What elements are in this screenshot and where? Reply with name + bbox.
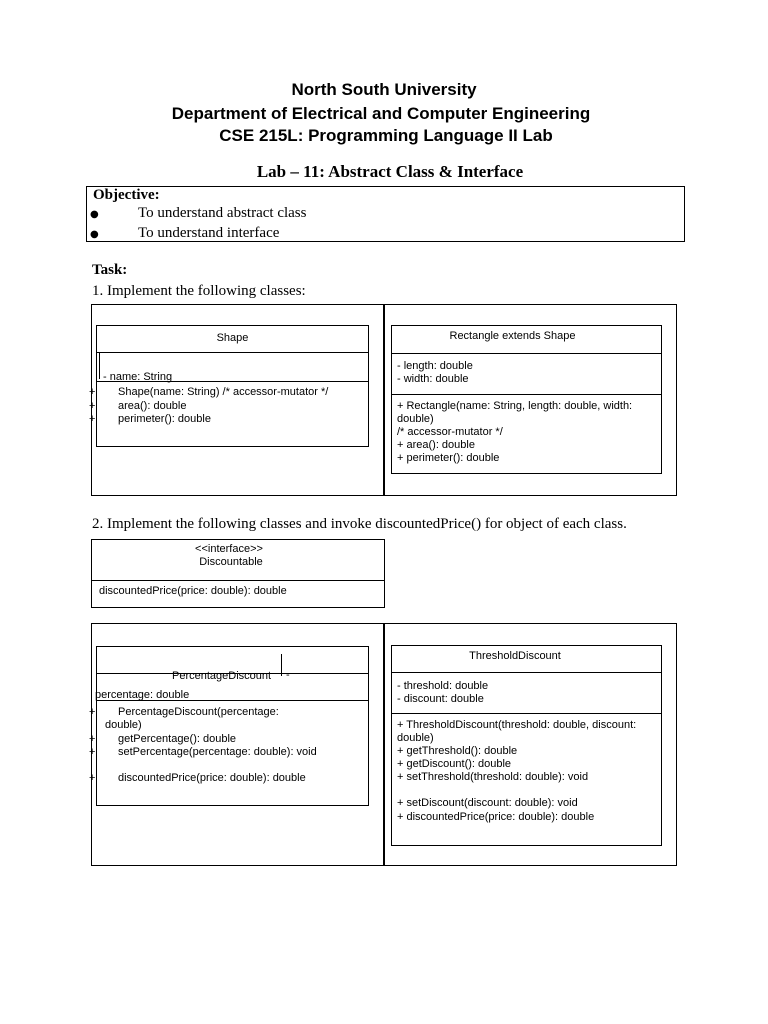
threshold-discount-name: ThresholdDiscount [469,650,561,662]
university-title: North South University [291,80,477,99]
threshold-attribute: - threshold: double [397,680,489,692]
plus-sign: + [89,746,96,758]
percentage-attribute: percentage: double [95,689,190,701]
percentage-method: getPercentage(): double [118,733,237,745]
discountable-method: discountedPrice(price: double): double [99,585,287,597]
objective-item-1: To understand abstract class [138,205,307,221]
bullet-icon: ● [90,209,99,220]
threshold-method: + discountedPrice(price: double): double [397,811,595,823]
rectangle-attribute: - length: double [397,360,473,372]
plus-sign: + [89,733,96,745]
rectangle-method: + perimeter(): double [397,452,500,464]
objective-heading: Objective: [93,187,160,203]
threshold-method: + setDiscount(discount: double): void [397,797,578,809]
discountable-name: Discountable [199,556,263,568]
percentage-method: PercentageDiscount(percentage: [118,706,279,718]
discountable-divider [91,580,385,581]
department-title: Department of Electrical and Computer Engineering [171,104,591,123]
task-item-2: 2. Implement the following classes and invoke discountedPrice() for object of each class. [92,516,627,532]
shape-class-name: Shape [216,332,249,344]
threshold-method: + getThreshold(): double [397,745,518,757]
shape-method: Shape(name: String) /* accessor-mutator */ [118,386,329,398]
percentage-method: double) [105,719,142,731]
threshold-method: + getDiscount(): double [397,758,512,770]
rectangle-attr-divider [391,394,662,395]
rectangle-method: + Rectangle(name: String, length: double, width: [397,400,633,412]
rectangle-name-divider [391,353,662,354]
lab-title: Lab – 11: Abstract Class & Interface [256,162,524,181]
shape-attr-bar [99,352,100,379]
percentage-discount-name: PercentageDiscount [172,670,272,682]
percentage-method: discountedPrice(price: double): double [118,772,306,784]
shape-method: perimeter(): double [118,413,211,425]
plus-sign: + [89,413,96,425]
rectangle-method: double) [397,413,434,425]
task-heading: Task: [92,262,128,278]
rectangle-attribute: - width: double [397,373,469,385]
threshold-attribute: - discount: double [397,693,484,705]
threshold-method: + ThresholdDiscount(threshold: double, discount: [397,719,637,731]
shape-name-divider [96,352,369,353]
percentage-method: setPercentage(percentage: double): void [118,746,317,758]
percentage-attr-bar [281,654,282,676]
interface-stereotype: <<interface>> [195,543,263,555]
plus-sign: + [89,400,96,412]
bullet-icon: ● [90,229,99,240]
shape-method: area(): double [118,400,187,412]
threshold-method: double) [397,732,434,744]
threshold-name-divider [391,672,662,673]
table-divider [383,623,385,866]
task-item-1: 1. Implement the following classes: [92,283,306,299]
plus-sign: + [89,386,96,398]
plus-sign: + [89,706,96,718]
percentage-attr-dash: - [286,669,290,681]
rectangle-method: /* accessor-mutator */ [397,426,503,438]
rectangle-method: + area(): double [397,439,475,451]
plus-sign: + [89,772,96,784]
threshold-attr-divider [391,713,662,714]
course-title: CSE 215L: Programming Language II Lab [219,126,553,145]
threshold-method: + setThreshold(threshold: double): void [397,771,589,783]
rectangle-class-name: Rectangle extends Shape [449,330,576,342]
objective-item-2: To understand interface [138,225,280,241]
shape-attribute: - name: String [103,371,173,383]
table-divider [383,304,385,496]
